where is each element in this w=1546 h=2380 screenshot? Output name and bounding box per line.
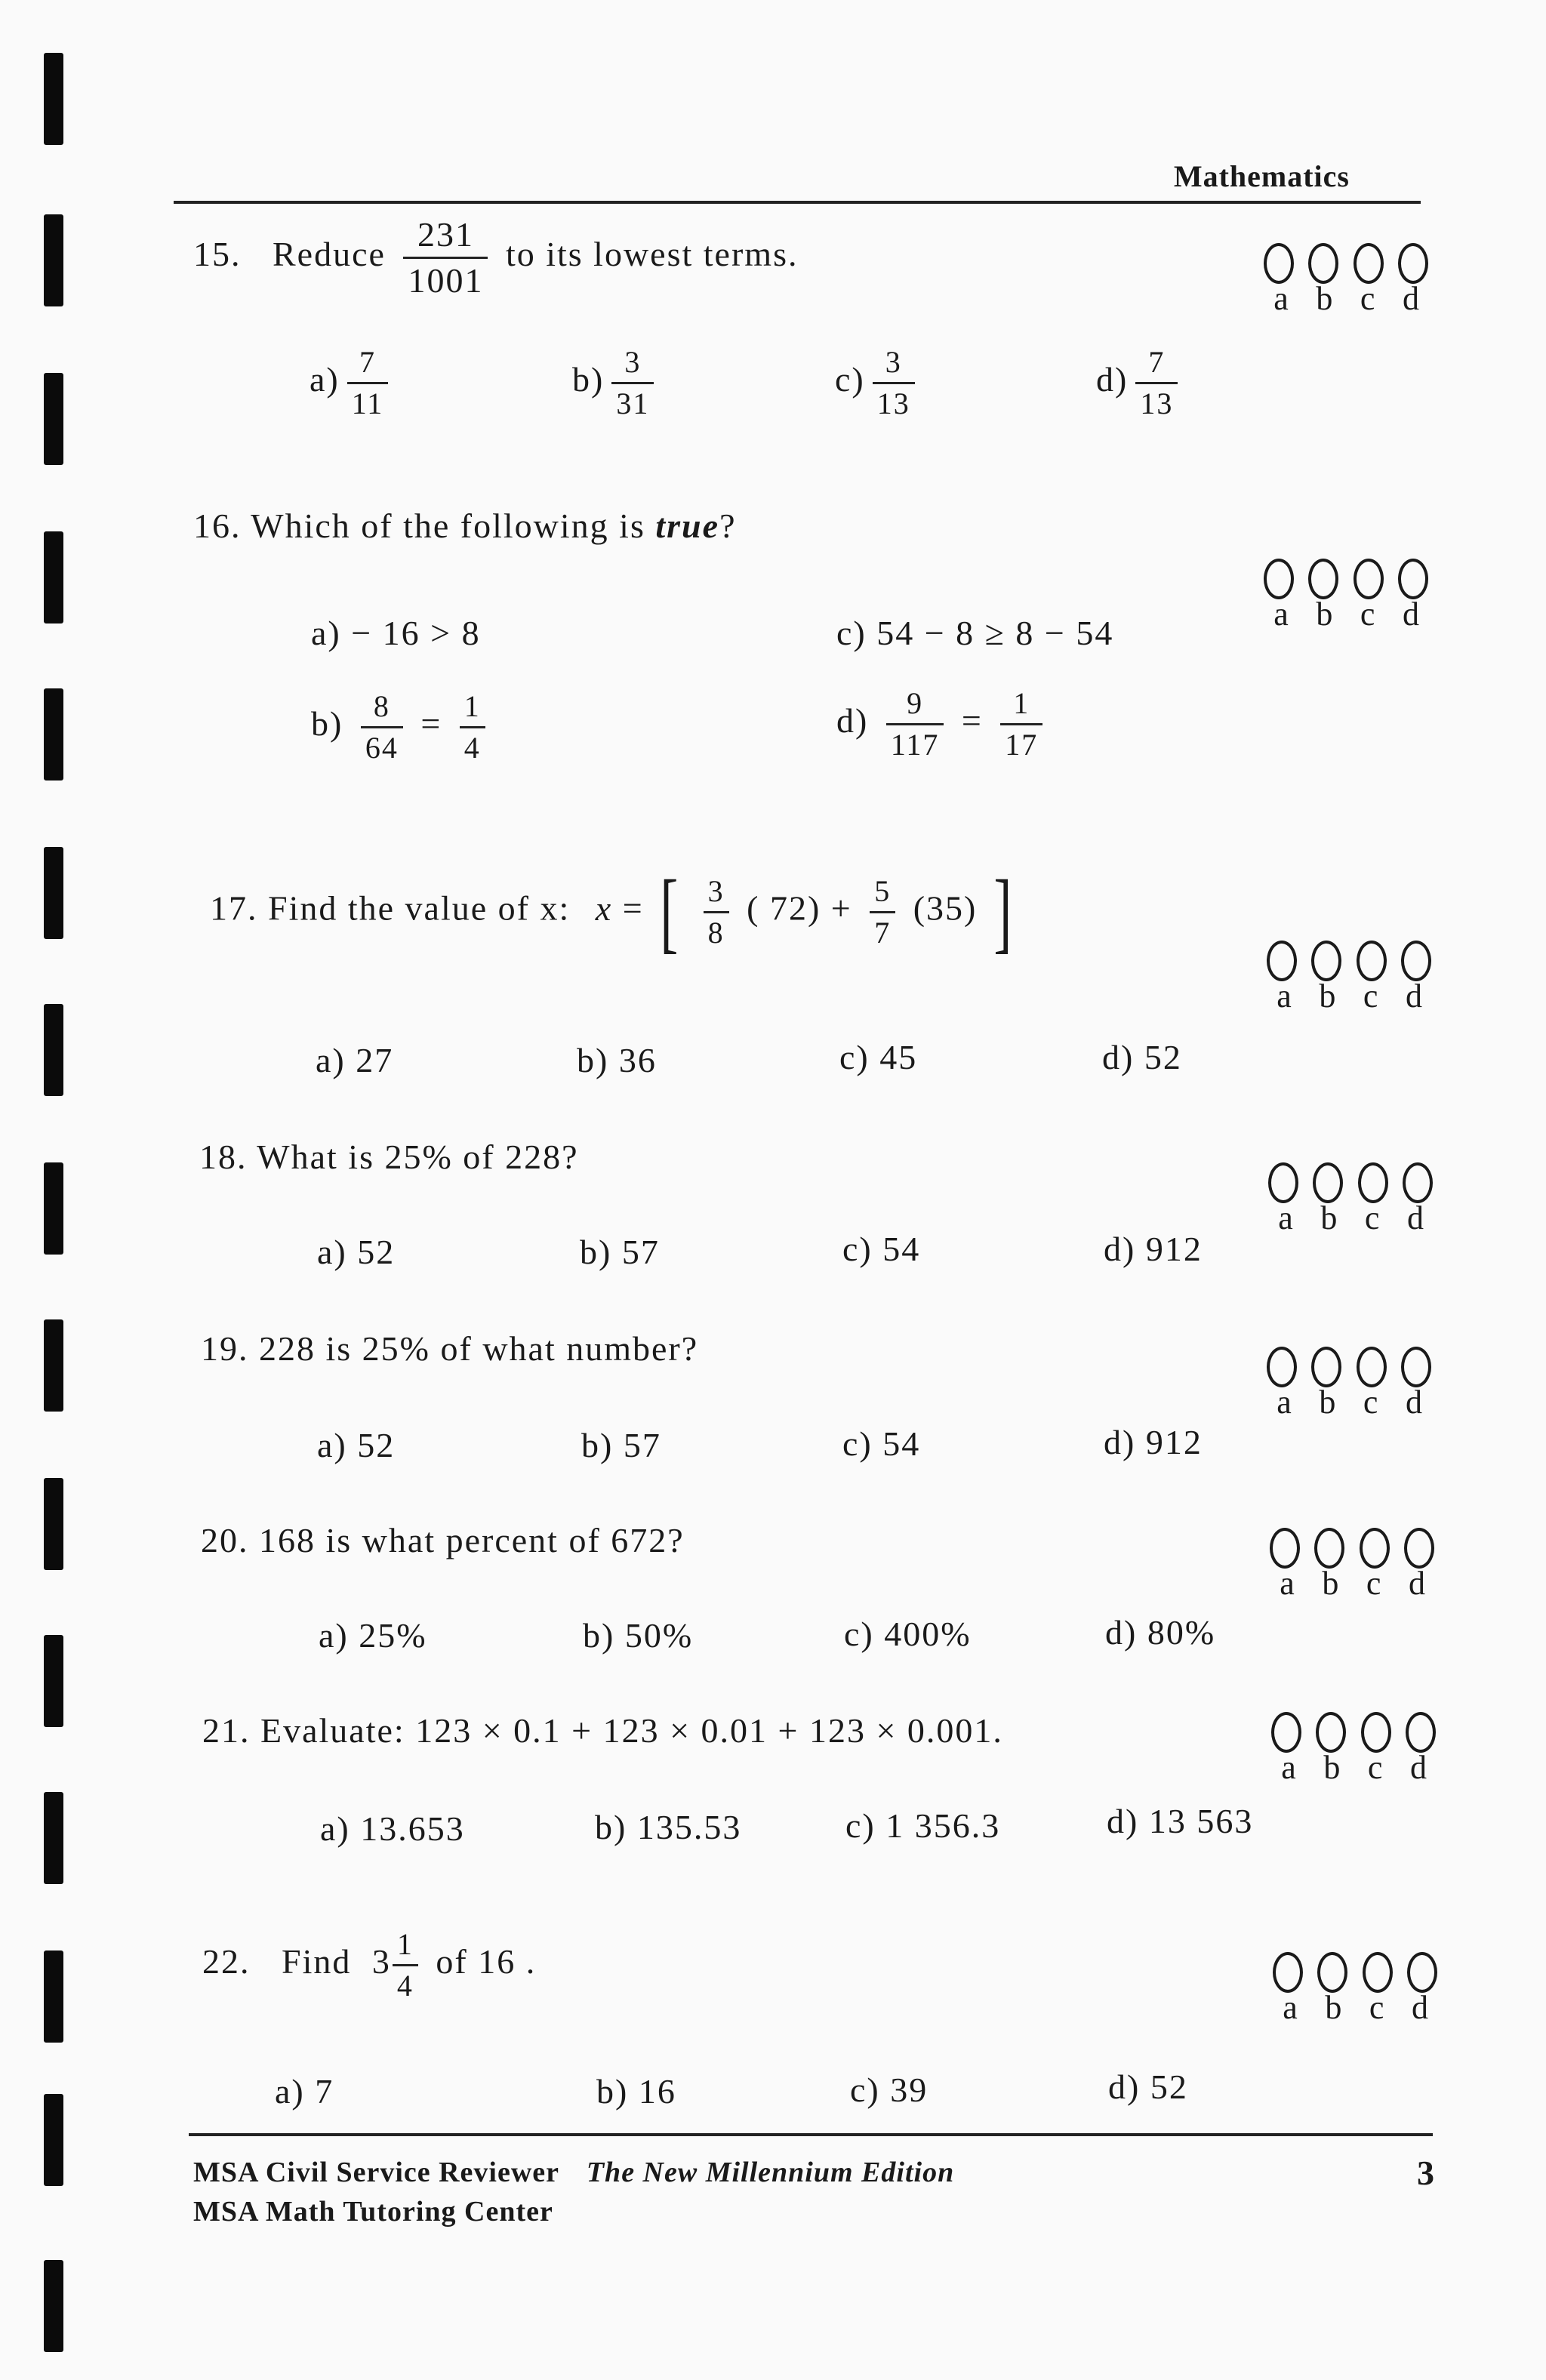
binding-hole bbox=[44, 2260, 63, 2352]
answer-bubbles: a b c d bbox=[1264, 1162, 1437, 1237]
answer-bubble-a[interactable] bbox=[1264, 559, 1294, 599]
answer-bubbles: a b c d bbox=[1265, 1528, 1439, 1603]
option-c: c) 1 356.3 bbox=[845, 1806, 1001, 1845]
answer-bubble-d[interactable] bbox=[1404, 1528, 1434, 1569]
answer-bubble-d[interactable] bbox=[1403, 1162, 1433, 1203]
question-22: 22. Find 3 $\frac{1}{4}$ of 16 . bbox=[202, 1927, 537, 2003]
option-d: d) $\frac{9}{117}$ = $\frac{1}{17}$ bbox=[836, 688, 1050, 760]
answer-bubble-b[interactable] bbox=[1313, 1162, 1343, 1203]
option-c: c) 54 bbox=[842, 1424, 921, 1463]
question-text: 168 is what percent of 672? bbox=[259, 1521, 685, 1559]
answer-bubble-b[interactable] bbox=[1311, 1347, 1341, 1387]
binding-hole bbox=[44, 1319, 63, 1412]
binding-hole bbox=[44, 531, 63, 623]
answer-bubbles: a b c d bbox=[1262, 1347, 1436, 1421]
question-number: 15. bbox=[193, 235, 242, 274]
question-number: 21. bbox=[202, 1711, 251, 1750]
question-20 bbox=[201, 1520, 685, 1560]
header-title: Mathematics bbox=[1173, 159, 1350, 193]
option-b: b) $\frac{3}{31}$ bbox=[572, 347, 661, 419]
question-text: What is 25% of 228? bbox=[257, 1138, 579, 1176]
binding-hole bbox=[44, 1478, 63, 1570]
option-a: a) − 16 > 8 bbox=[311, 614, 481, 652]
question-19 bbox=[201, 1329, 698, 1369]
option-d: d) 52 bbox=[1108, 2067, 1188, 2106]
question-17: 17. Find the value of x: x = [ $\frac{3}{8}$ ( 72) + $\frac{5}{7}$ (35) ] bbox=[210, 861, 1013, 962]
option-a: a) 13.653 bbox=[320, 1809, 465, 1848]
answer-bubbles: a b c d bbox=[1268, 1952, 1442, 2027]
question-text: Reduce bbox=[273, 235, 386, 274]
question-text: Find the value of x: bbox=[268, 888, 571, 928]
answer-bubble-c[interactable] bbox=[1361, 1712, 1391, 1753]
question-text: Evaluate: 123 × 0.1 + 123 × 0.01 + 123 × 0.001. bbox=[260, 1711, 1003, 1750]
page-number: 3 bbox=[1417, 2154, 1434, 2192]
answer-bubbles: a b c d bbox=[1259, 243, 1433, 318]
binding-hole bbox=[44, 214, 63, 306]
answer-bubble-d[interactable] bbox=[1401, 941, 1431, 981]
answer-bubble-c[interactable] bbox=[1357, 941, 1387, 981]
binding-hole bbox=[44, 847, 63, 939]
answer-bubble-b[interactable] bbox=[1316, 1712, 1346, 1753]
question-21 bbox=[202, 1710, 1003, 1750]
footer-rule bbox=[189, 2133, 1433, 2136]
option-c: c) 400% bbox=[844, 1615, 972, 1653]
answer-bubble-c[interactable] bbox=[1360, 1528, 1390, 1569]
binding-hole bbox=[44, 373, 63, 465]
question-text: of 16 . bbox=[436, 1942, 537, 1981]
option-d: d) 80% bbox=[1105, 1613, 1216, 1652]
question-number: 19. bbox=[201, 1329, 249, 1368]
binding-hole bbox=[44, 1004, 63, 1096]
option-c: c) 54 bbox=[842, 1230, 921, 1268]
question-number: 20. bbox=[201, 1521, 249, 1559]
question-number: 22. bbox=[202, 1942, 251, 1981]
answer-bubble-b[interactable] bbox=[1314, 1528, 1344, 1569]
option-d: d) 912 bbox=[1104, 1230, 1203, 1268]
option-b: b) 57 bbox=[581, 1426, 661, 1464]
answer-bubble-d[interactable] bbox=[1401, 1347, 1431, 1387]
question-number: 16. bbox=[193, 506, 242, 545]
answer-bubble-c[interactable] bbox=[1354, 559, 1384, 599]
binding-hole bbox=[44, 53, 63, 145]
footer-edition: The New Millennium Edition bbox=[586, 2157, 955, 2188]
option-b: b) $\frac{8}{64}$ = $\frac{1}{4}$ bbox=[311, 691, 493, 763]
question-number: 17. bbox=[210, 888, 258, 928]
option-c: c) 39 bbox=[850, 2071, 929, 2109]
answer-bubbles: a b c d bbox=[1267, 1712, 1440, 1787]
header-rule bbox=[174, 201, 1421, 204]
fraction: $\frac{231}{1001}$ bbox=[403, 217, 488, 298]
answer-bubble-c[interactable] bbox=[1358, 1162, 1388, 1203]
option-a: a) 7 bbox=[275, 2072, 334, 2111]
question-16: 16. Which of the following is true? bbox=[193, 506, 737, 545]
answer-bubble-a[interactable] bbox=[1264, 243, 1294, 284]
answer-bubble-a[interactable] bbox=[1271, 1712, 1301, 1753]
footer-line-2: MSA Math Tutoring Center bbox=[193, 2196, 553, 2228]
option-b: b) 135.53 bbox=[595, 1808, 742, 1846]
binding-hole bbox=[44, 1792, 63, 1884]
option-a: a) 27 bbox=[316, 1041, 394, 1079]
answer-bubbles: a b c d bbox=[1262, 941, 1436, 1015]
binding-hole bbox=[44, 2094, 63, 2186]
answer-bubble-c[interactable] bbox=[1357, 1347, 1387, 1387]
question-text: Which of the following is bbox=[251, 506, 645, 545]
question-text: to its lowest terms. bbox=[505, 235, 799, 274]
option-d: d) 13 563 bbox=[1107, 1802, 1254, 1840]
question-18 bbox=[199, 1137, 579, 1177]
footer-line-1 bbox=[193, 2156, 954, 2189]
question-number: 18. bbox=[199, 1138, 248, 1176]
emphasis-text: true bbox=[655, 506, 720, 545]
answer-bubble-d[interactable] bbox=[1406, 1712, 1436, 1753]
answer-bubble-a[interactable] bbox=[1268, 1162, 1298, 1203]
answer-bubble-b[interactable] bbox=[1308, 559, 1338, 599]
footer-book-title: MSA Civil Service Reviewer bbox=[193, 2157, 559, 2188]
answer-bubble-a[interactable] bbox=[1267, 941, 1297, 981]
option-a: a) $\frac{7}{11}$ bbox=[310, 347, 396, 419]
binding-hole bbox=[44, 1162, 63, 1255]
option-b: b) 57 bbox=[580, 1233, 660, 1271]
option-c: c) 54 − 8 ≥ 8 − 54 bbox=[836, 614, 1114, 652]
option-b: b) 50% bbox=[583, 1616, 694, 1655]
answer-bubble-d[interactable] bbox=[1398, 559, 1428, 599]
answer-bubble-b[interactable] bbox=[1308, 243, 1338, 284]
answer-bubbles: a b c d bbox=[1259, 559, 1433, 633]
answer-bubble-c[interactable] bbox=[1363, 1952, 1393, 1993]
option-a: a) 52 bbox=[317, 1426, 396, 1464]
option-d: d) $\frac{7}{13}$ bbox=[1096, 347, 1185, 419]
question-text: 228 is 25% of what number? bbox=[259, 1329, 699, 1368]
binding-hole bbox=[44, 688, 63, 781]
option-a: a) 52 bbox=[317, 1233, 396, 1271]
question-text: Find bbox=[282, 1942, 352, 1981]
answer-bubble-a[interactable] bbox=[1273, 1952, 1303, 1993]
question-15 bbox=[193, 217, 798, 298]
option-c: c) $\frac{3}{13}$ bbox=[835, 347, 922, 419]
answer-bubble-d[interactable] bbox=[1407, 1952, 1437, 1993]
answer-bubble-a[interactable] bbox=[1270, 1528, 1300, 1569]
option-d: d) 52 bbox=[1102, 1038, 1182, 1076]
option-d: d) 912 bbox=[1104, 1423, 1203, 1461]
binding-hole bbox=[44, 1950, 63, 2043]
option-c: c) 45 bbox=[839, 1038, 918, 1076]
option-b: b) 16 bbox=[596, 2072, 676, 2111]
answer-bubble-c[interactable] bbox=[1354, 243, 1384, 284]
option-b: b) 36 bbox=[577, 1041, 657, 1079]
answer-bubble-a[interactable] bbox=[1267, 1347, 1297, 1387]
answer-bubble-b[interactable] bbox=[1311, 941, 1341, 981]
answer-bubble-d[interactable] bbox=[1398, 243, 1428, 284]
answer-bubble-b[interactable] bbox=[1317, 1952, 1347, 1993]
binding-hole bbox=[44, 1635, 63, 1727]
option-a: a) 25% bbox=[319, 1616, 427, 1655]
